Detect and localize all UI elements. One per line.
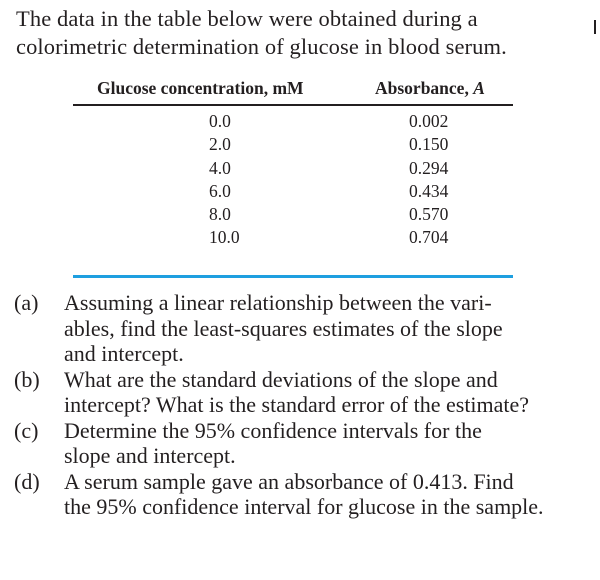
table-bottom-rule bbox=[73, 275, 513, 278]
question-d bbox=[14, 469, 589, 520]
absorbance-cell: 0.294 bbox=[409, 157, 449, 178]
data-table bbox=[73, 76, 513, 248]
glucose-cell: 4.0 bbox=[209, 157, 231, 178]
header-absorbance: Absorbance, A bbox=[375, 78, 485, 98]
question-label: (b) bbox=[14, 366, 40, 392]
question-text-line: slope and intercept. bbox=[64, 443, 236, 468]
question-b bbox=[14, 367, 589, 418]
question-text-line: A serum sample gave an absorbance of 0.413. Find bbox=[64, 468, 514, 494]
table-header bbox=[73, 76, 513, 104]
absorbance-cell: 0.570 bbox=[409, 204, 449, 225]
question-list bbox=[14, 290, 589, 520]
absorbance-cell: 0.150 bbox=[409, 134, 449, 155]
absorbance-cell: 0.434 bbox=[409, 180, 449, 201]
question-label: (d) bbox=[14, 468, 40, 494]
question-text-line: and intercept. bbox=[64, 341, 184, 366]
glucose-cell: 10.0 bbox=[209, 227, 240, 248]
absorbance-cell: 0.002 bbox=[409, 111, 449, 131]
intro-line: The data in the table below were obtained during a bbox=[16, 6, 478, 31]
edge-mark bbox=[594, 20, 596, 34]
glucose-cell: 6.0 bbox=[209, 180, 231, 201]
table-row bbox=[73, 134, 513, 157]
table-row bbox=[73, 204, 513, 227]
glucose-cell: 8.0 bbox=[209, 204, 231, 225]
table-body bbox=[73, 111, 513, 251]
table-row bbox=[73, 181, 513, 204]
table-top-rule bbox=[73, 104, 513, 106]
header-glucose-concentration: Glucose concentration, mM bbox=[97, 78, 304, 98]
question-text-line: Assuming a linear relationship between the vari- bbox=[64, 290, 492, 315]
question-text-line: intercept? What is the standard error of the estimate? bbox=[64, 392, 530, 417]
problem-intro bbox=[16, 5, 586, 61]
question-c bbox=[14, 418, 589, 469]
question-a bbox=[14, 290, 589, 367]
question-text-line: the 95% confidence interval for glucose in the sample. bbox=[64, 494, 544, 519]
question-label: (c) bbox=[14, 417, 39, 443]
glucose-cell: 2.0 bbox=[209, 134, 231, 155]
table-row bbox=[73, 111, 513, 134]
question-text-line: Determine the 95% confidence intervals for the bbox=[64, 417, 482, 443]
question-label: (a) bbox=[14, 290, 39, 315]
question-text-line: ables, find the least-squares estimates of the slope bbox=[64, 315, 503, 341]
question-text-line: What are the standard deviations of the slope and bbox=[64, 366, 498, 392]
table-row bbox=[73, 227, 513, 250]
glucose-cell: 0.0 bbox=[209, 111, 231, 131]
intro-line: colorimetric determination of glucose in blood serum. bbox=[16, 34, 507, 59]
table-row bbox=[73, 158, 513, 181]
absorbance-cell: 0.704 bbox=[409, 227, 449, 248]
